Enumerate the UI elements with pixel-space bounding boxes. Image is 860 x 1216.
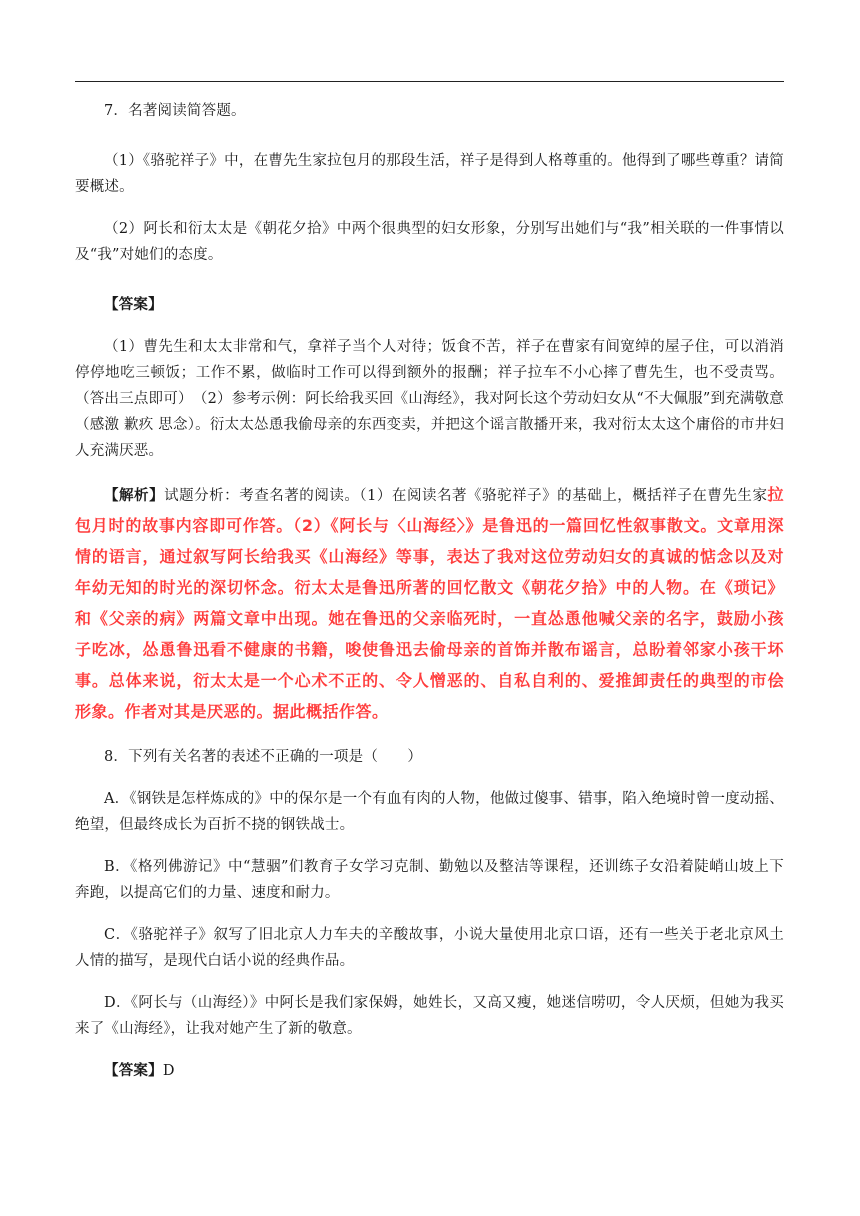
analysis-text-black: 试题分析：考查名著的阅读。（1）在阅读名著《骆驼祥子》的基础上，概括祥子在曹先生家 xyxy=(164,488,768,504)
question-7-answer: （1）曹先生和太太非常和气，拿祥子当个人对待；饭食不苦，祥子在曹家有间宽绰的屋子住，可以消消停停地吃三顿饭；工作不累，做临时工作可以得到额外的报酬；祥子拉车不小心摔了曹先生，也不受责骂。（答出三点即可） （2）参考示例：阿长给我买回《山海经》，我对阿长这个劳动妇女从“不大佩服”到充满敬意（感激 歉疚 思念）。衍太太怂恿我偷母亲的东西变卖，并把这个谣言散播开来，我对衍太太这个庸俗的市井妇人充满厌恶。 xyxy=(75,339,784,459)
question-7-part-2: （2）阿长和衍太太是《朝花夕拾》中两个很典型的妇女形象，分别写出她们与“我”相关联的一件事情以及“我”对她们的态度。 xyxy=(75,221,784,263)
question-7-title: 7．名著阅读简答题。 xyxy=(104,103,246,119)
analysis-text-red: 拉包月时的故事内容即可作答。（2）《阿长与〈山海经〉》是鲁迅的一篇回忆性叙事散文。文章用深情的语言，通过叙写阿长给我买《山海经》等事，表达了我对这位劳动妇女的真诚的惦念以及对年幼无知的时光的深切怀念。衍太太是鲁迅所著的回忆散文《朝花夕拾》中的人物。在《琐记》和《父亲的病》两篇文章中出现。她在鲁迅的父亲临死时，一直怂恿他喊父亲的名字，鼓励小孩子吃冰，怂恿鲁迅看不健康的书籍，唆使鲁迅去偷母亲的首饰并散布谣言，总盼着邻家小孩干坏事。总体来说，衍太太是一个心术不正的、令人憎恶的、自私自利的、爱推卸责任的典型的市侩形象。作者对其是厌恶的。据此概括作答。 xyxy=(75,485,784,721)
question-7-part-1: （1）《骆驼祥子》中，在曹先生家拉包月的那段生活，祥子是得到人格尊重的。他得到了哪些尊重？请简要概述。 xyxy=(75,153,784,195)
question-8-option-c: C．《骆驼祥子》叙写了旧北京人力车夫的辛酸故事，小说大量使用北京口语，还有一些关于老北京风土人情的描写，是现代白话小说的经典作品。 xyxy=(75,927,784,969)
question-8-answer xyxy=(75,1058,784,1084)
document-body xyxy=(75,98,784,1084)
question-7-analysis xyxy=(75,480,784,728)
answer-value: D xyxy=(162,1063,175,1079)
answer-label: 【答案】 xyxy=(104,296,163,313)
question-7-answer-label xyxy=(75,292,784,318)
analysis-label: 【解析】 xyxy=(104,487,165,504)
question-8-option-d: D．《阿长与（山海经）》中阿长是我们家保姆，她姓长，又高又瘦，她迷信唠叨，令人厌烦，但她为我买来了《山海经》，让我对她产生了新的敬意。 xyxy=(75,995,784,1037)
question-8-option-a: A．《钢铁是怎样炼成的》中的保尔是一个有血有肉的人物，他做过傻事、错事，陷入绝境时曾一度动摇、绝望，但最终成长为百折不挠的钢铁战士。 xyxy=(75,791,784,833)
question-8-title: 8．下列有关名著的表述不正确的一项是（ ） xyxy=(104,749,423,765)
header-rule xyxy=(75,81,784,82)
answer-label: 【答案】 xyxy=(104,1062,163,1079)
question-8-option-b: B．《格列佛游记》中“慧骃”们教育子女学习克制、勤勉以及整洁等课程，还训练子女沿着陡峭山坡上下奔跑，以提高它们的力量、速度和耐力。 xyxy=(75,859,784,901)
